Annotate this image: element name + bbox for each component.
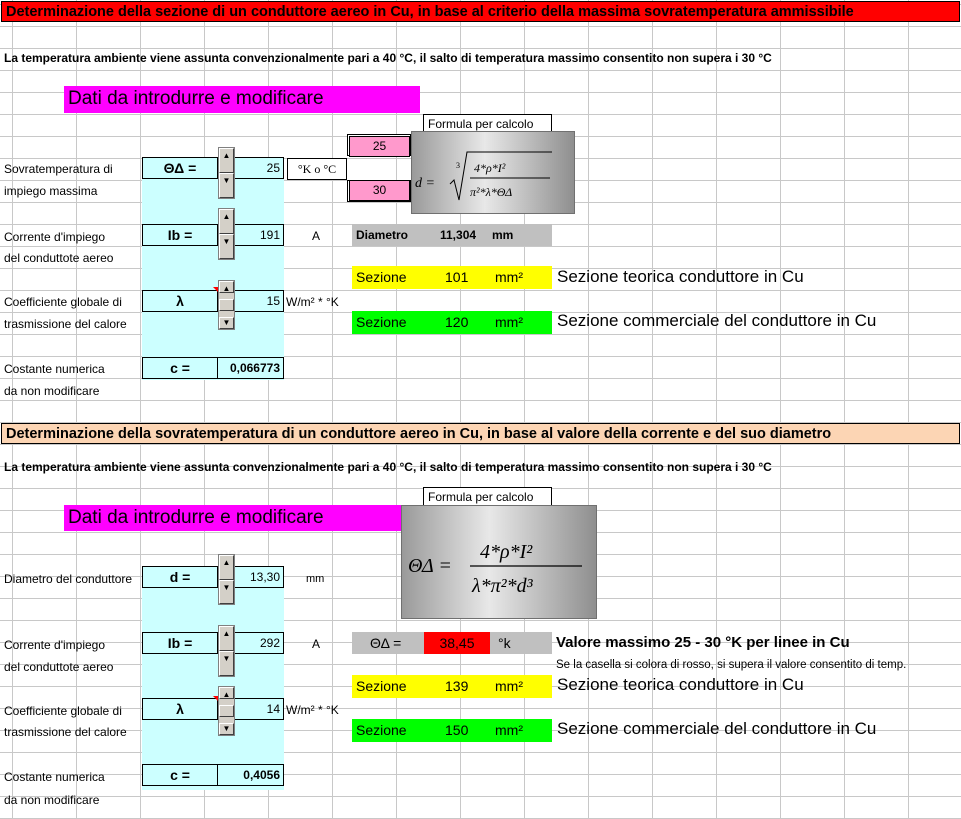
comment-indicator (213, 696, 218, 701)
diameter-value: 11,304 (440, 228, 477, 242)
section1-sez-commerciale-cell (352, 311, 552, 334)
c-label-line2: da non modificare (4, 384, 100, 398)
diameter-label: Diametro (356, 228, 409, 242)
svg-text:4*ρ*I²: 4*ρ*I² (480, 541, 533, 563)
theta-symbol: ΘΔ = (142, 157, 218, 179)
sez-teorica-label: Sezione (356, 269, 407, 285)
triangle-down-icon[interactable]: ▼ (219, 234, 234, 259)
d-spinner[interactable] (218, 554, 235, 605)
sez-commerciale-unit: mm² (495, 314, 523, 330)
sez2-teorica-label: Sezione (356, 678, 407, 694)
range-low-cell: 25 (349, 136, 410, 157)
lambda2-value-cell[interactable]: 14 (218, 698, 284, 720)
c2-symbol: c = (142, 764, 218, 786)
c2-label-line1: Costante numerica (4, 770, 105, 784)
lambda-symbol: λ (142, 290, 218, 312)
sez2-commerciale-value: 150 (445, 722, 469, 738)
d-value-cell[interactable]: 13,30 (218, 566, 284, 588)
svg-text:3: 3 (456, 161, 460, 170)
sez2-commerciale-label: Sezione (356, 722, 407, 738)
sez-commerciale-value: 120 (445, 314, 469, 330)
sez2-commerciale-desc: Sezione commerciale del conduttore in Cu (557, 719, 877, 738)
c-label-line1: Costante numerica (4, 362, 105, 376)
c2-label-line2: da non modificare (4, 793, 100, 807)
triangle-up-icon[interactable]: ▲ (219, 281, 234, 293)
theta-value-cell[interactable]: 25 (218, 157, 284, 179)
triangle-up-icon[interactable]: ▲ (219, 148, 234, 173)
section2-sez-commerciale-cell (352, 719, 552, 742)
theta-label-line1: Sovratemperatura di (4, 162, 113, 176)
triangle-up-icon[interactable]: ▲ (219, 555, 234, 580)
formula1-image (412, 132, 576, 215)
lambda-label-line2: trasmissione del calore (4, 317, 127, 331)
lambda-spinner[interactable] (218, 280, 235, 330)
theta-result-label: ΘΔ = (370, 635, 402, 651)
lambda2-unit: W/m² * °K (286, 703, 339, 717)
warning-note: Se la casella si colora di rosso, si supera il valore consentito di temp. (556, 659, 907, 671)
section1-input-heading: Dati da introdurre e modificare (64, 86, 420, 113)
ib-symbol: Ib = (142, 224, 218, 246)
svg-text:ΘΔ =: ΘΔ = (408, 555, 452, 577)
section2-input-heading: Dati da introdurre e modificare (64, 505, 401, 531)
lambda-unit: W/m² * °K (286, 295, 339, 309)
formula1-label: Formula per calcolo (423, 114, 552, 134)
lambda2-label-line1: Coefficiente globale di (4, 704, 122, 718)
c-symbol: c = (142, 357, 218, 379)
slider-thumb[interactable] (219, 705, 234, 717)
lambda2-label-line2: trasmissione del calore (4, 725, 127, 739)
ib2-label-line2: del conduttote aereo (4, 660, 114, 674)
sez2-teorica-value: 139 (445, 678, 469, 694)
triangle-down-icon[interactable]: ▼ (219, 651, 234, 676)
temperature-unit: °K o °C (287, 158, 347, 180)
triangle-down-icon[interactable]: ▼ (219, 317, 234, 329)
lambda-label-line1: Coefficiente globale di (4, 295, 122, 309)
sez-commerciale-desc: Sezione commerciale del conduttore in Cu (557, 311, 877, 330)
ib2-spinner[interactable] (218, 625, 235, 677)
triangle-down-icon[interactable]: ▼ (219, 173, 234, 198)
formula2-label: Formula per calcolo (423, 487, 552, 507)
d-symbol: d = (142, 566, 218, 588)
theta-result-cell (352, 632, 552, 654)
svg-text:d =: d = (415, 176, 435, 191)
sez-teorica-unit: mm² (495, 269, 523, 285)
lambda2-spinner[interactable] (218, 686, 235, 736)
formula2-image (402, 506, 598, 620)
ib-value-cell[interactable]: 191 (218, 224, 284, 246)
triangle-down-icon[interactable]: ▼ (219, 723, 234, 735)
triangle-up-icon[interactable]: ▲ (219, 626, 234, 651)
diameter-result-cell (352, 224, 552, 246)
triangle-up-icon[interactable]: ▲ (219, 209, 234, 234)
theta-spinner[interactable] (218, 147, 235, 199)
theta-result-desc: Valore massimo 25 - 30 °K per linee in Cu (556, 634, 850, 651)
diameter-unit: mm (492, 228, 514, 242)
ib2-value-cell[interactable]: 292 (218, 632, 284, 654)
lambda2-symbol: λ (142, 698, 218, 720)
sez2-commerciale-unit: mm² (495, 722, 523, 738)
ib-spinner[interactable] (218, 208, 235, 260)
svg-text:4*ρ*I²: 4*ρ*I² (474, 161, 506, 175)
sez2-teorica-unit: mm² (495, 678, 523, 694)
slider-thumb[interactable] (219, 299, 234, 311)
formula1-box (411, 131, 575, 214)
sez-commerciale-label: Sezione (356, 314, 407, 330)
c-value-cell: 0,066773 (218, 357, 284, 379)
ib2-unit: A (312, 637, 321, 651)
section1-title: Determinazione della sezione di un conduttore aereo in Cu, in base al criterio della massima sovratemperatura ammissibile (1, 1, 960, 22)
ib2-symbol: Ib = (142, 632, 218, 654)
formula2-box (401, 505, 597, 619)
d-label-line1: Diametro del conduttore (4, 572, 133, 586)
svg-text:π²*λ*ΘΔ: π²*λ*ΘΔ (470, 185, 513, 199)
theta-label-line2: impiego massima (4, 184, 98, 198)
sez-teorica-value: 101 (445, 269, 469, 285)
triangle-down-icon[interactable]: ▼ (219, 580, 234, 605)
section2-title: Determinazione della sovratemperatura di un conduttore aereo in Cu, in base al valore della corrente e del suo diametro (1, 423, 960, 444)
section1-input-column (142, 157, 284, 380)
section2-note: La temperatura ambiente viene assunta convenzionalmente pari a 40 °C, il salto di temperatura massimo consentito non supera i 30 °C (4, 460, 772, 474)
lambda-value-cell[interactable]: 15 (218, 290, 284, 312)
ib2-label-line1: Corrente d'impiego (4, 638, 106, 652)
sez-teorica-desc: Sezione teorica conduttore in Cu (557, 267, 804, 286)
triangle-up-icon[interactable]: ▲ (219, 687, 234, 699)
svg-text:λ*π²*d³: λ*π²*d³ (472, 575, 533, 597)
sez2-teorica-desc: Sezione teorica conduttore in Cu (557, 675, 804, 694)
ib-label-line1: Corrente d'impiego (4, 230, 106, 244)
section1-sez-teorica-cell (352, 266, 552, 289)
d-unit: mm (306, 573, 325, 585)
range-high-cell: 30 (349, 180, 410, 201)
c2-value-cell: 0,4056 (218, 764, 284, 786)
comment-indicator (213, 287, 218, 292)
section1-note: La temperatura ambiente viene assunta convenzionalmente pari a 40 °C, il salto di temperatura massimo consentito non supera i 30 °C (4, 51, 772, 65)
section2-sez-teorica-cell (352, 675, 552, 698)
theta-result-unit: °k (498, 635, 511, 651)
ib-unit: A (312, 229, 321, 243)
ib-label-line2: del conduttote aereo (4, 251, 114, 265)
theta-result-value: 38,45 (424, 632, 490, 654)
section2-input-column (142, 566, 284, 790)
